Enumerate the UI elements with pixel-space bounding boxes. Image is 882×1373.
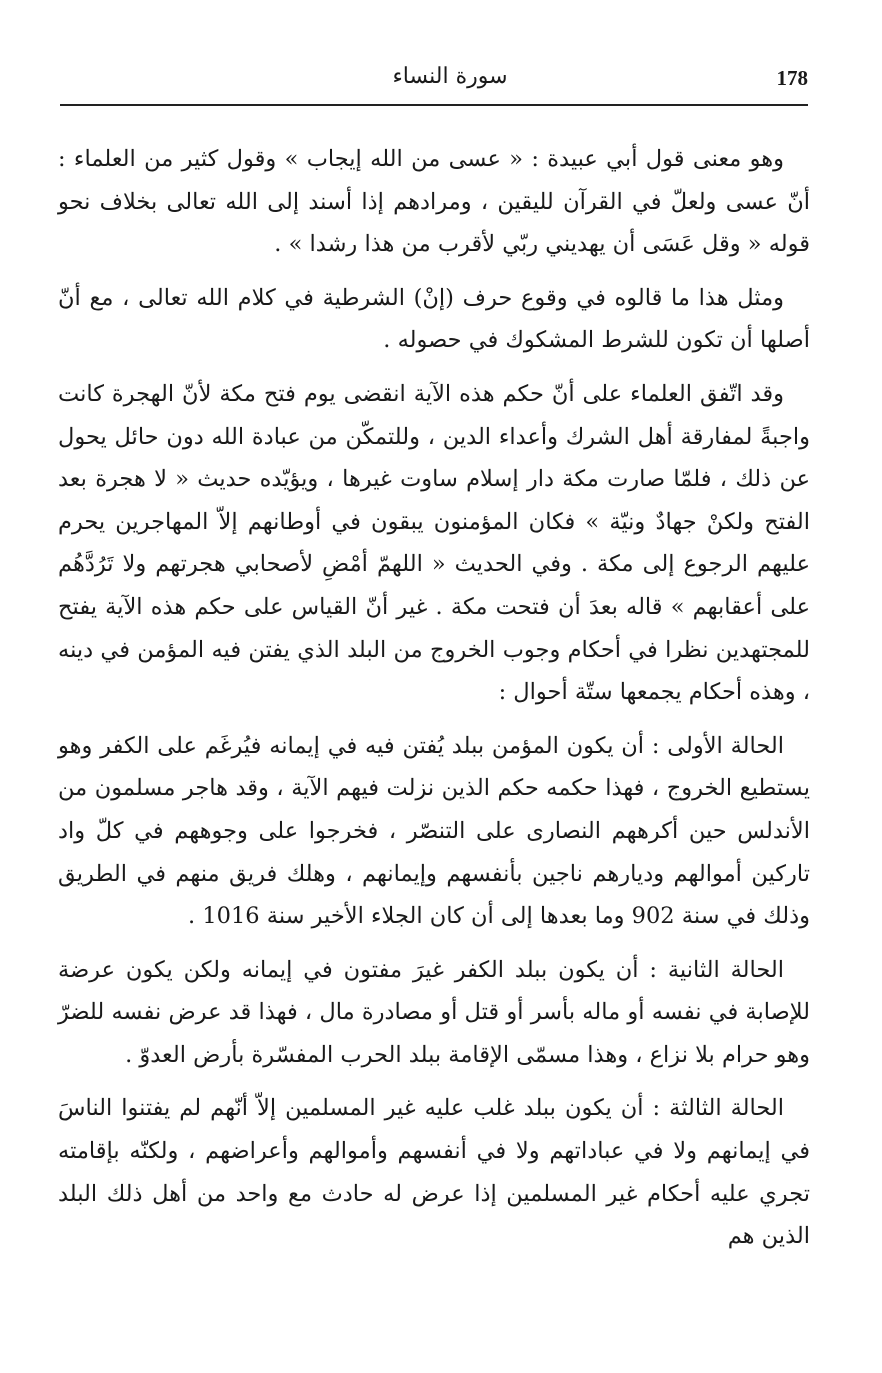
paragraph: الحالة الثانية : أن يكون ببلد الكفر غيرَ مفتون في إيمانه ولكن يكون عرضة للإصابة في نفسه أو ماله بأسر أو قتل أو مصادرة مال ، فهذا قد عرض نفسه للضرّ وهو حرام بلا نزاع ، وهذا مسمّى الإقامة ببلد الحرب المفسّرة بأرض العدوّ . [58, 956, 810, 1068]
paragraph: الحالة الثالثة : أن يكون ببلد غلب عليه غير المسلمين إلاّ أنّهم لم يفتنوا الناسَ في إيمانهم ولا في عباداتهم ولا في أنفسهم وأموالهم وأعراضهم ، ولكنّه بإقامته تجري عليه أحكام غير المسلمين إذا عرض له حادث مع واحد من أهل ذلك البلد الذين هم [58, 1095, 810, 1250]
page-number: 178 [776, 66, 808, 90]
body-text [58, 138, 810, 1258]
running-title: سورة النساء [392, 64, 508, 89]
page-header [60, 58, 808, 98]
paragraph: وهو معنى قول أبي عبيدة : « عسى من الله إيجاب » وقول كثير من العلماء : أنّ عسى ولعلّ في القرآن لليقين ، ومرادهم إذا أسند إلى الله تعالى بخلاف نحو قوله « وقل عَسَى أن يهديني ربّي لأقرب من هذا رشدا » . [58, 146, 810, 258]
paragraph: ومثل هذا ما قالوه في وقوع حرف (إنْ) الشرطية في كلام الله تعالى ، مع أنّ أصلها أن تكون للشرط المشكوك في حصوله . [58, 284, 810, 354]
paragraph: وقد اتّفق العلماء على أنّ حكم هذه الآية انقضى يوم فتح مكة لأنّ الهجرة كانت واجبةً لمفارقة أهل الشرك وأعداء الدين ، وللتمكّن من عبادة الله دون حائل يحول عن ذلك ، فلمّا صارت مكة دار إسلام ساوت غيرها ، ويؤيّده حديث « لا هجرة بعد الفتح ولكنْ جهادٌ ونيّة » فكان المؤمنون يبقون في أوطانهم إلاّ المهاجرين يحرم عليهم الرجوع إلى مكة . وفي الحديث « اللهمّ أمْضِ لأصحابي هجرتهم ولا تَرُدَّهُم على أعقابهم » قاله بعدَ أن فتحت مكة . غير أنّ القياس على حكم هذه الآية يفتح للمجتهدين نظرا في أحكام وجوب الخروج من البلد الذي يفتن فيه المؤمن في دينه ، وهذه أحكام يجمعها ستّة أحوال : [58, 380, 810, 706]
paragraph: الحالة الأولى : أن يكون المؤمن ببلد يُفتن فيه في إيمانه فيُرغَم على الكفر وهو يستطيع الخروج ، فهذا حكمه حكم الذين نزلت فيهم الآية ، وقد هاجر مسلمون من الأندلس حين أكرههم النصارى على التنصّر ، فخرجوا على وجوههم في كلّ واد تاركين أموالهم وديارهم ناجين بأنفسهم وإيمانهم ، وهلك فريق منهم في الطريق وذلك في سنة 902 وما بعدها إلى أن كان الجلاء الأخير سنة 1016 . [58, 732, 810, 930]
header-divider [60, 104, 808, 106]
